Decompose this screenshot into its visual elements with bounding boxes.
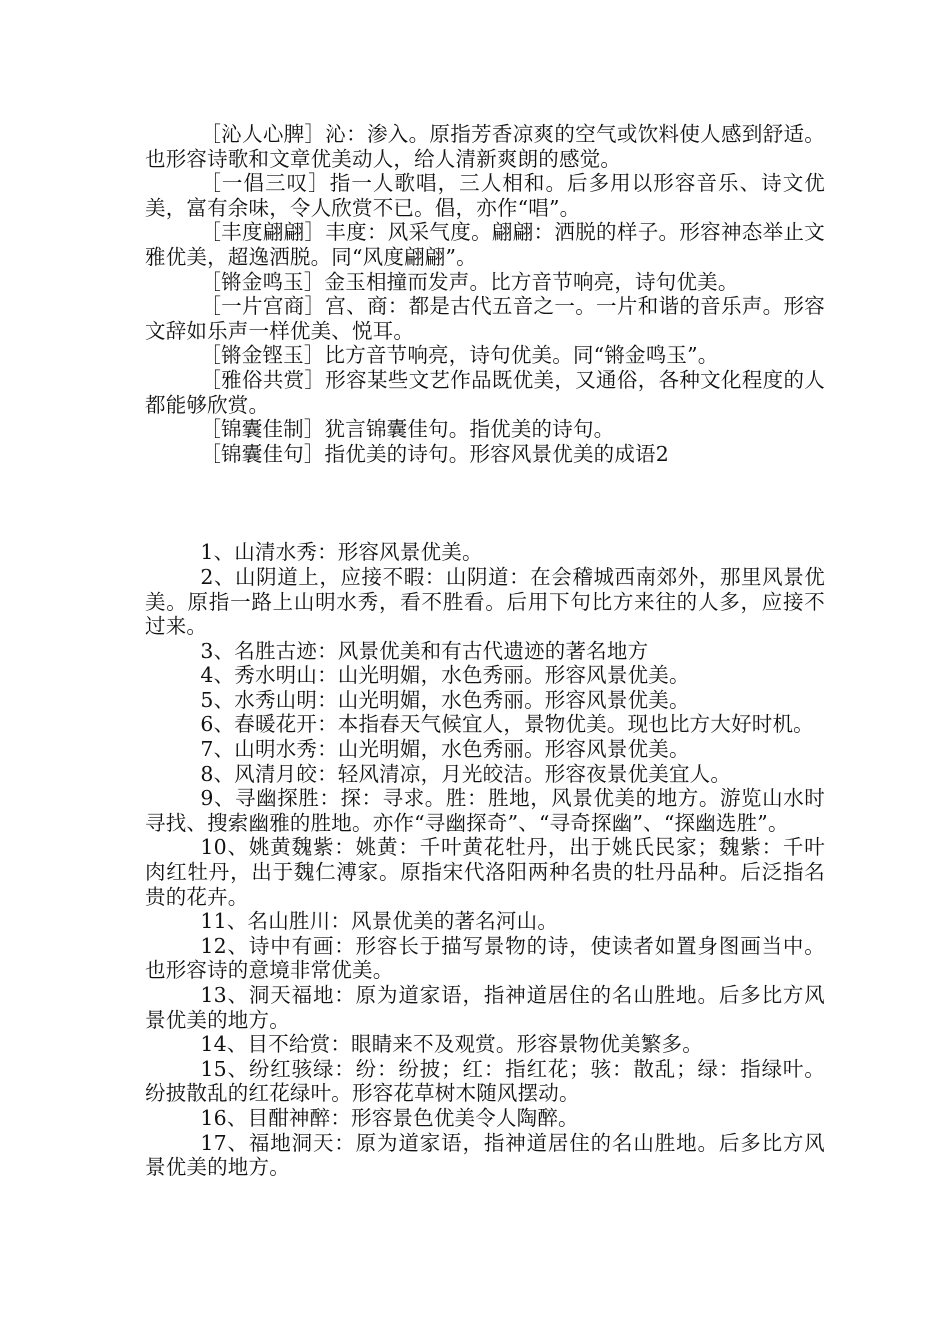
paragraph: ［锵金铿玉］比方音节响亮，诗句优美。同“锵金鸣玉”。 [200,343,719,368]
paragraph: 2、山阴道上，应接不暇：山阴道：在会稽城西南郊外，那里风景优美。原指一路上山明水秀，看不胜看。后用下句比方来往的人多，应接不过来。 [145,564,825,639]
paragraph: ［锦囊佳制］犹言锦囊佳句。指优美的诗句。 [200,417,615,442]
paragraph: 11、名山胜川：风景优美的著名河山。 [200,909,559,934]
paragraph: 12、诗中有画：形容长于描写景物的诗，使读者如置身图画当中。也形容诗的意境非常优美。 [145,933,825,983]
paragraph: 14、目不给赏：眼睛来不及观赏。形容景物优美繁多。 [200,1032,703,1057]
paragraph: ［锦囊佳句］指优美的诗句。形容风景优美的成语2 [200,441,669,466]
document-body [145,122,825,1180]
paragraph: 3、名胜古迹：风景优美和有古代遗迹的著名地方 [200,638,649,663]
paragraph: 1、山清水秀：形容风景优美。 [200,540,483,565]
paragraph: 16、目酣神醉：形容景色优美令人陶醉。 [200,1105,579,1130]
paragraph: 7、山明水秀：山光明媚，水色秀丽。形容风景优美。 [200,737,690,762]
paragraph: 15、纷红骇绿：纷：纷披；红：指红花；骇：散乱；绿：指绿叶。纷披散乱的红花绿叶。形容花草树木随风摆动。 [145,1056,825,1106]
paragraph: 10、姚黄魏紫：姚黄：千叶黄花牡丹，出于姚氏民家；魏紫：千叶肉红牡丹，出于魏仁溥家。原指宋代洛阳两种名贵的牡丹品种。后泛指名贵的花卉。 [145,835,825,909]
section-gap [145,466,825,540]
paragraph: 4、秀水明山：山光明媚，水色秀丽。形容风景优美。 [200,663,690,688]
idiom-list-scenery [145,540,825,1179]
idiom-list-elegant [145,122,825,466]
paragraph: 17、福地洞天：原为道家语，指神道居住的名山胜地。后多比方风景优美的地方。 [145,1130,825,1180]
paragraph: ［雅俗共赏］形容某些文艺作品既优美，又通俗，各种文化程度的人都能够欣赏。 [145,367,825,417]
paragraph: 9、寻幽探胜：探：寻求。胜：胜地，风景优美的地方。游览山水时寻找、搜索幽雅的胜地。亦作“寻幽探奇”、“寻奇探幽”、“探幽选胜”。 [145,786,825,835]
paragraph: ［一片宫商］宫、商：都是古代五音之一。一片和谐的音乐声。形容文辞如乐声一样优美、悦耳。 [145,294,825,343]
paragraph: 8、风清月皎：轻风清凉，月光皎洁。形容夜景优美宜人。 [200,761,732,786]
paragraph: 5、水秀山明：山光明媚，水色秀丽。形容风景优美。 [200,687,690,712]
paragraph: ［一倡三叹］指一人歌唱，三人相和。后多用以形容音乐、诗文优美，富有余味，令人欣赏不已。倡，亦作“唱”。 [145,171,825,220]
paragraph: ［沁人心脾］沁：渗入。原指芳香凉爽的空气或饮料使人感到舒适。也形容诗歌和文章优美动人，给人清新爽朗的感觉。 [145,122,825,171]
paragraph: 13、洞天福地：原为道家语，指神道居住的名山胜地。后多比方风景优美的地方。 [145,983,825,1032]
paragraph: 6、春暖花开：本指春天气候宜人，景物优美。现也比方大好时机。 [200,712,814,737]
paragraph: ［锵金鸣玉］金玉相撞而发声。比方音节响亮，诗句优美。 [200,269,739,294]
paragraph: ［丰度翩翩］丰度：风采气度。翩翩：洒脱的样子。形容神态举止文雅优美，超逸洒脱。同“风度翩翩”。 [145,220,825,269]
